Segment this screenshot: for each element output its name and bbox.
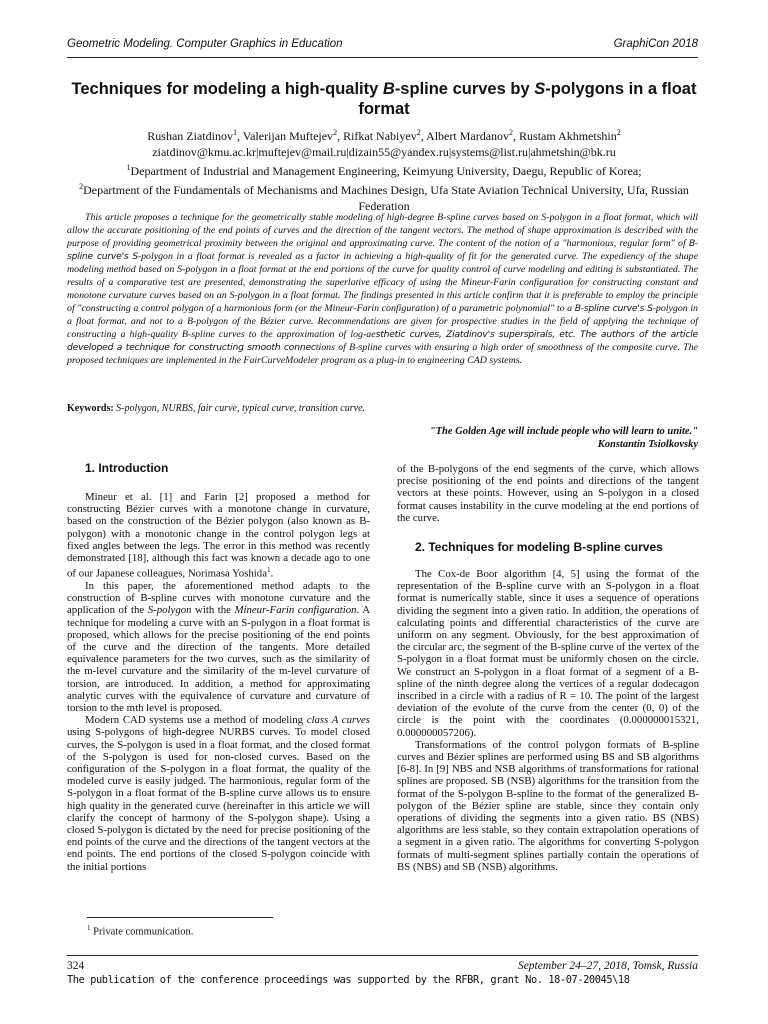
paragraph: Transformations of the control polygon formats of B-spline curves and Bézier splines are performed using BS and SB algorithms [6-8]. In [9] NBS and NSB algorithms of transformations for rational splines are proposed. SB (NSB) algorithms for the transition from the format of the S-polygon B-spline to the format of the generalized B-polygon of the Bézier spline are stable, since they contain only operations of dividing the segments into a given ratio. BS (NBS) algorithms are less stable, so they contain extrapolation operations of a segment in a given ratio. The algorithms for converting S-polygon formats of multi-segment splines partially contain the operations of BS (NBS) and SB (NSB) algorithms. <box>397 738 699 873</box>
keywords <box>67 402 698 415</box>
paragraph: The Cox-de Boor algorithm [4, 5] using the format of the representation of the B-spline curve with an S-polygon in a float format is numerically stable, since it uses a sequence of operations dividing the segment into a given ratio. In addition, the operations of calculating points and differential characteristics of the curve are uniform on any segment. Obviously, for the best approximation of the circular arc, the segment of the B-spline curve of the vertex of the S-polygon in a float format must be uniformly chosen on the circle. We construct an S-polygon in a float format of a segment of a B-spline of the ninth degree along the vertices of a regular dodecagon inscribed in a circle with a radius of R = 10. The point of the largest deviation of the evolute of the curve from the center (0, 0) of the circle is the point with the coordinates (0.000000015321, 0.000000057206). <box>397 568 699 739</box>
page-number: 324 <box>67 960 85 972</box>
footer-rule <box>67 955 698 956</box>
author-list: Rushan Ziatdinov$^1$, Valerijan Muftejev$^2$, Rifkat Nabiyev$^2$, Albert Mardanov$^2$, Rustam Akhmetshin$^2$ <box>147 128 621 143</box>
header-journal-section: Geometric Modeling. Computer Graphics in Education <box>67 38 343 50</box>
paragraph: Mineur et al. [1] and Farin [2] proposed a method for constructing Bézier curves with a monotone change in curvature, based on the construction of the Bézier polygon (also known as B-polygon) with a monotonic change in the control polygon legs at fixed angles between the legs. The error in this method was recently demonstrated [18], although this fact was known a decade ago to one of our Japanese colleagues, Norimasa Yoshida$^1$. <box>67 491 370 580</box>
header-rule <box>67 57 698 58</box>
affiliation-2: $^2$Department of the Fundamentals of Mechanisms and Machines Design, Ufa State Aviation Technical University, Ufa, Russian Federation <box>79 182 689 213</box>
keywords-label: Keywords: <box>67 403 117 414</box>
abstract: This article proposes a technique for the geometrically stable modeling of high-degree B-spline curves based on S-polygon in a float format, which will allow the accurate positioning of the end points of curves and the direction of the tangent vectors. The method of shape approximation is described with the purpose of providing geometrical proximity between the original and approximating curve. The content of the notion of a "harmonious, regular form" of B-spline curve's S-polygon in a float format is revealed as a factor in achieving a high-quality of fit for the generated curve. The expediency of the shape modeling method based on S-polygon in a float format at the end portions of the curve for quality control of curve modeling and editing is substantiated. The results of a comparative test are presented, demonstrating the superlative efficacy of using the Mineur-Farin configuration for constructing constant and monotone curvature curves based on an S-polygon in a float format. The findings presented in this article confirm that it is preferable to employ the principle of "constructing a control polygon of a harmonious form (or the Mineur-Farin configuration) of a parametric polynomial" to a B-spline curve's S-polygon in a float format, and not to a B-polygon of the Bézier curve. Recommendations are given for prospective studies in the field of applying the technique of constructing a high-quality B-spline curves to the approximation of log-aesthetic curves, Ziatdinov's superspirals, etc. The authors of the article developed a technique for constructing smooth connections of B-spline curves with ensuring a high order of smoothness of the composite curve. The proposed techniques are implemented in the FairCurveModeler program as a plug-in to engineering CAD systems. <box>67 212 698 366</box>
epigraph <box>298 425 698 451</box>
authors-block <box>60 125 708 214</box>
header-conference: GraphiCon 2018 <box>613 38 698 50</box>
right-column <box>397 463 699 873</box>
author-emails: ziatdinov@kmu.ac.kr|muftejev@mail.ru|dizain55@yandex.ru|systems@list.ru|ahmetshin@bk.ru <box>152 145 616 159</box>
paper-title: Techniques for modeling a high-quality B-spline curves by S-polygons in a float format <box>71 80 697 118</box>
footnote-rule <box>87 917 273 918</box>
section-heading-techniques: 2. Techniques for modeling B-spline curves <box>415 540 663 555</box>
paragraph: In this paper, the aforementioned method adapts to the construction of B-spline curves with monotone curvature and the application of the S-polygon with the Mineur-Farin configuration. A technique for modeling a curve with an S-polygon in a float format is proposed, which allows for the precise positioning of the end points of the curve and the direction of the tangents. More detailed equivalence parameters for the two curves, such as the similarity of the m-level curvature and the similarity of the m-level curvature of torsion, are introduced. In addition, a method for approximating analytic curves with the equivalence of curvature and curvature of torsion to the mth level is proposed. <box>67 580 370 715</box>
funding-note: The publication of the conference proceedings was supported by the RFBR, grant No. 18-07-20045\18 <box>67 974 630 986</box>
footnote: $^1$ Private communication. <box>87 924 194 938</box>
keywords-text: S-polygon, NURBS, fair curve, typical curve, transition curve. <box>116 403 366 414</box>
left-column <box>67 461 370 873</box>
paragraph: of the B-polygons of the end segments of the curve, which allows precise positioning of the end points and directions of the tangent vectors at these points. However, using an S-polygon in a closed format causes instability in the curve modeling at the end portions of the curve. <box>397 463 699 524</box>
epigraph-author: Konstantin Tsiolkovsky <box>597 439 698 450</box>
running-header <box>67 38 698 54</box>
section-heading-introduction: 1. Introduction <box>85 461 169 475</box>
conference-date-place: September 24–27, 2018, Tomsk, Russia <box>517 960 698 972</box>
paragraph: Modern CAD systems use a method of modeling class A curves using S-polygons of high-degree NURBS curves. To model closed curves, the S-polygon is used in a float format, and the closed format of the S-polygon is used for non-closed curves. Based on the configuration of the S-polygon in a float format, the quality of the modeled curve is easily judged. The harmonious, regular form of the S-polygon in a float format of the B-spline curve allows us to ensure high quality in the generated curve (hereinafter in this article we will clarify the concept of harmony of the S-polygon shape). Using a closed S-polygon is dictated by the need for precise positioning of the end points of the curve and the directions of the tangent vectors at the end points. The end portions of the closed S-polygon coincide with the initial portions <box>67 714 370 873</box>
epigraph-quote: "The Golden Age will include people who will learn to unite." <box>429 426 698 437</box>
affiliation-1: $^1$Department of Industrial and Management Engineering, Keimyung University, Daegu, Republic of Korea; <box>126 163 642 178</box>
